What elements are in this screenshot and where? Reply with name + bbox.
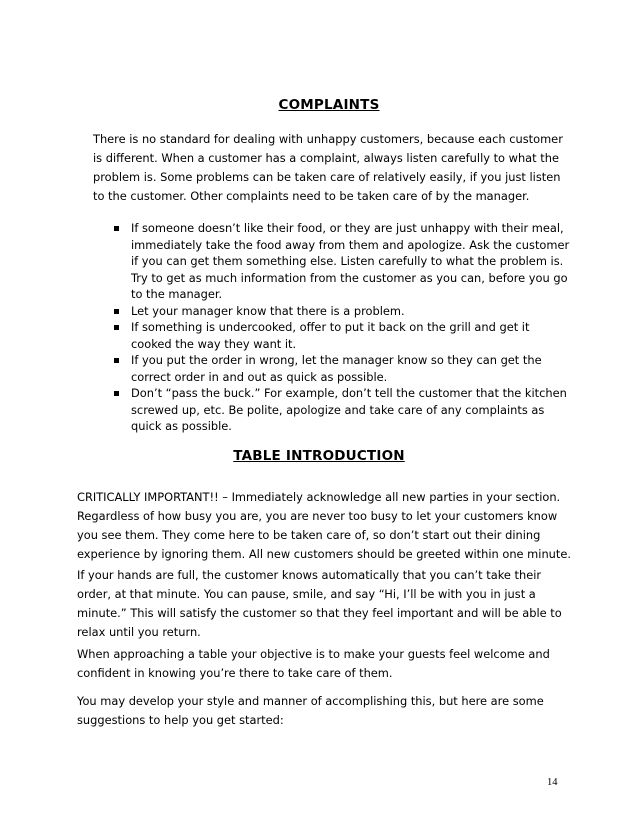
- list-item-text: Let your manager know that there is a problem.: [131, 303, 405, 318]
- bullet-square-icon: [114, 358, 119, 363]
- bullet-square-icon: [114, 325, 119, 330]
- table-introduction-heading: TABLE INTRODUCTION: [233, 448, 405, 464]
- bullet-square-icon: [114, 391, 119, 396]
- approaching-table-paragraph: When approaching a table your objective is to make your guests feel welcome and confident in knowing you’re there to take care of them.: [77, 647, 550, 680]
- list-item: [93, 220, 573, 303]
- list-item: [93, 385, 573, 435]
- page-number: 14: [547, 777, 558, 788]
- complaints-intro-paragraph: There is no standard for dealing with unhappy customers, because each customer is different. When a customer has a complaint, always listen carefully to what the problem is. Some problems can be taken care of relatively easily, if you just listen to the customer. Other complaints need to be taken care of by the manager.: [93, 132, 563, 203]
- list-item: [93, 303, 573, 320]
- bullet-square-icon: [114, 309, 119, 314]
- list-item-text: If someone doesn’t like their food, or they are just unhappy with their meal, immediately take the food away from them and apologize. Ask the customer if you can get them something else. Listen carefully to what the problem is. Try to get as much information from the customer as you can, before you go to the manager.: [131, 221, 570, 301]
- list-item-text: Don’t “pass the buck.” For example, don’t tell the customer that the kitchen screwed up, etc. Be polite, apologize and take care of any complaints as quick as possible.: [131, 386, 567, 433]
- hands-full-paragraph: If your hands are full, the customer knows automatically that you can’t take their order, at that minute. You can pause, smile, and say “Hi, I’ll be with you in just a minute.” This will satisfy the customer so that they feel important and will be able to relax until you return.: [77, 568, 562, 639]
- complaints-heading: COMPLAINTS: [278, 97, 380, 113]
- list-item-text: If you put the order in wrong, let the manager know so they can get the correct order in and out as quick as possible.: [131, 353, 542, 384]
- develop-style-paragraph: You may develop your style and manner of accomplishing this, but here are some suggestions to help you get started:: [77, 694, 544, 727]
- complaints-bullet-list: [93, 220, 573, 435]
- list-item: [93, 352, 573, 385]
- list-item: [93, 319, 573, 352]
- bullet-square-icon: [114, 226, 119, 231]
- list-item-text: If something is undercooked, offer to put it back on the grill and get it cooked the way they want it.: [131, 320, 530, 351]
- critically-important-paragraph: CRITICALLY IMPORTANT!! – Immediately acknowledge all new parties in your section. Regardless of how busy you are, you are never too busy to let your customers know you see them. They come here to be taken care of, so don’t start out their dining experience by ignoring them. All new customers should be greeted within one minute.: [77, 490, 571, 561]
